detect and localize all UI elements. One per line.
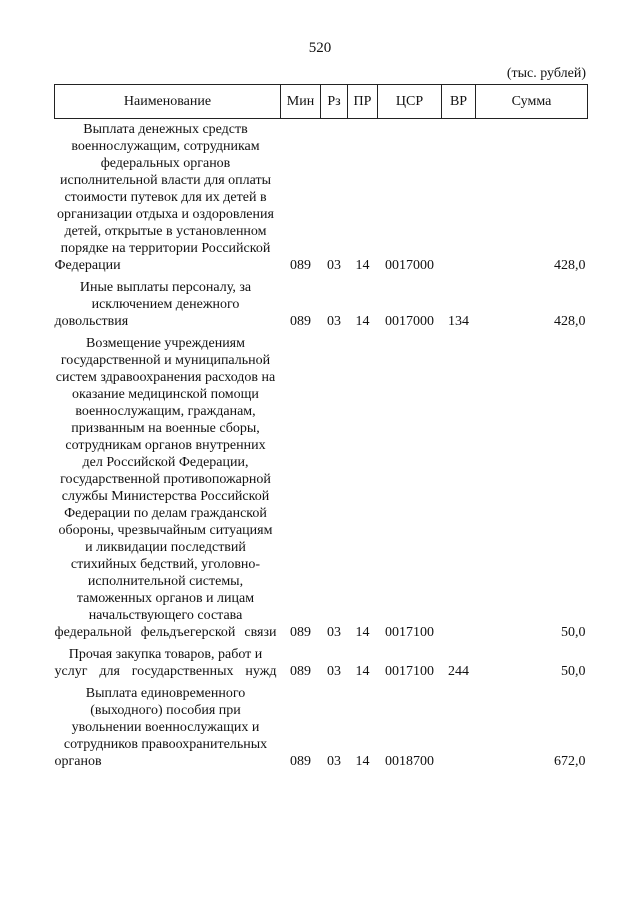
col-header-pr: ПР [348,85,378,119]
table-row [55,277,588,333]
row-sum: 50,0 [561,625,586,640]
row-pr: 14 [355,754,370,769]
row-pr: 14 [355,314,370,329]
col-header-csr: ЦСР [378,85,442,119]
row-csr: 0017000 [385,314,434,329]
row-rz: 03 [327,754,341,769]
row-name: Возмещение учреждениям государственной и муниципальной систем здравоохранения расходов на оказание медицинской помощи военнослужащим, гражданам, призванным на военные сборы, сотрудникам органов внутренних дел Российской Федерации, государственной противопожарной службы Министерства Российской Федерации по делам гражданской обороны, чрезвычайным ситуациям и ликвидации последствий стихийных бедствий, уголовно-исполнительной системы, таможенных органов и лицам начальствующего состава федеральной фельдъегерской связи [54,336,277,640]
row-name: Иные выплаты персоналу, за исключением денежного довольствия [54,280,252,329]
row-sum: 50,0 [561,664,586,679]
row-name: Прочая закупка товаров, работ и услуг для государственных нужд [54,647,277,679]
row-vr [442,333,476,644]
col-header-vr: ВР [442,85,476,119]
row-vr [442,683,476,773]
page-number: 520 [308,40,332,56]
row-sum: 428,0 [554,258,586,273]
table-row [55,333,588,644]
table-header-row [55,85,588,119]
row-min: 089 [290,625,311,640]
row-csr: 0017100 [385,625,434,640]
row-csr: 0017000 [385,258,434,273]
row-min: 089 [290,754,311,769]
row-min: 089 [290,664,311,679]
table-row [55,119,588,278]
row-name: Выплата единовременного (выходного) пособия при увольнении военнослужащих и сотрудников правоохранительных органов [54,686,268,769]
col-header-rz: Рз [321,85,348,119]
row-csr: 0017100 [385,664,434,679]
col-header-min: Мин [281,85,321,119]
units-label: (тыс. рублей) [506,66,586,81]
row-pr: 14 [355,664,370,679]
row-pr: 14 [355,258,370,273]
row-vr [442,119,476,278]
table-row [55,683,588,773]
row-min: 089 [290,314,311,329]
row-rz: 03 [327,258,341,273]
row-vr: 244 [448,664,469,679]
row-pr: 14 [355,625,370,640]
budget-table [54,84,588,773]
row-name: Выплата денежных средств военнослужащим, сотрудникам федеральных органов исполнительной власти для оплаты стоимости путевок для их детей в организации отдыха и оздоровления детей, открытые в установленном порядке на территории Российской Федерации [54,122,274,273]
row-rz: 03 [327,314,341,329]
row-sum: 428,0 [554,314,586,329]
table-row [55,644,588,683]
row-min: 089 [290,258,311,273]
row-sum: 672,0 [554,754,586,769]
row-vr: 134 [448,314,469,329]
row-rz: 03 [327,664,341,679]
row-csr: 0018700 [385,754,434,769]
col-header-sum: Сумма [476,85,588,119]
row-rz: 03 [327,625,341,640]
col-header-name: Наименование [55,85,281,119]
